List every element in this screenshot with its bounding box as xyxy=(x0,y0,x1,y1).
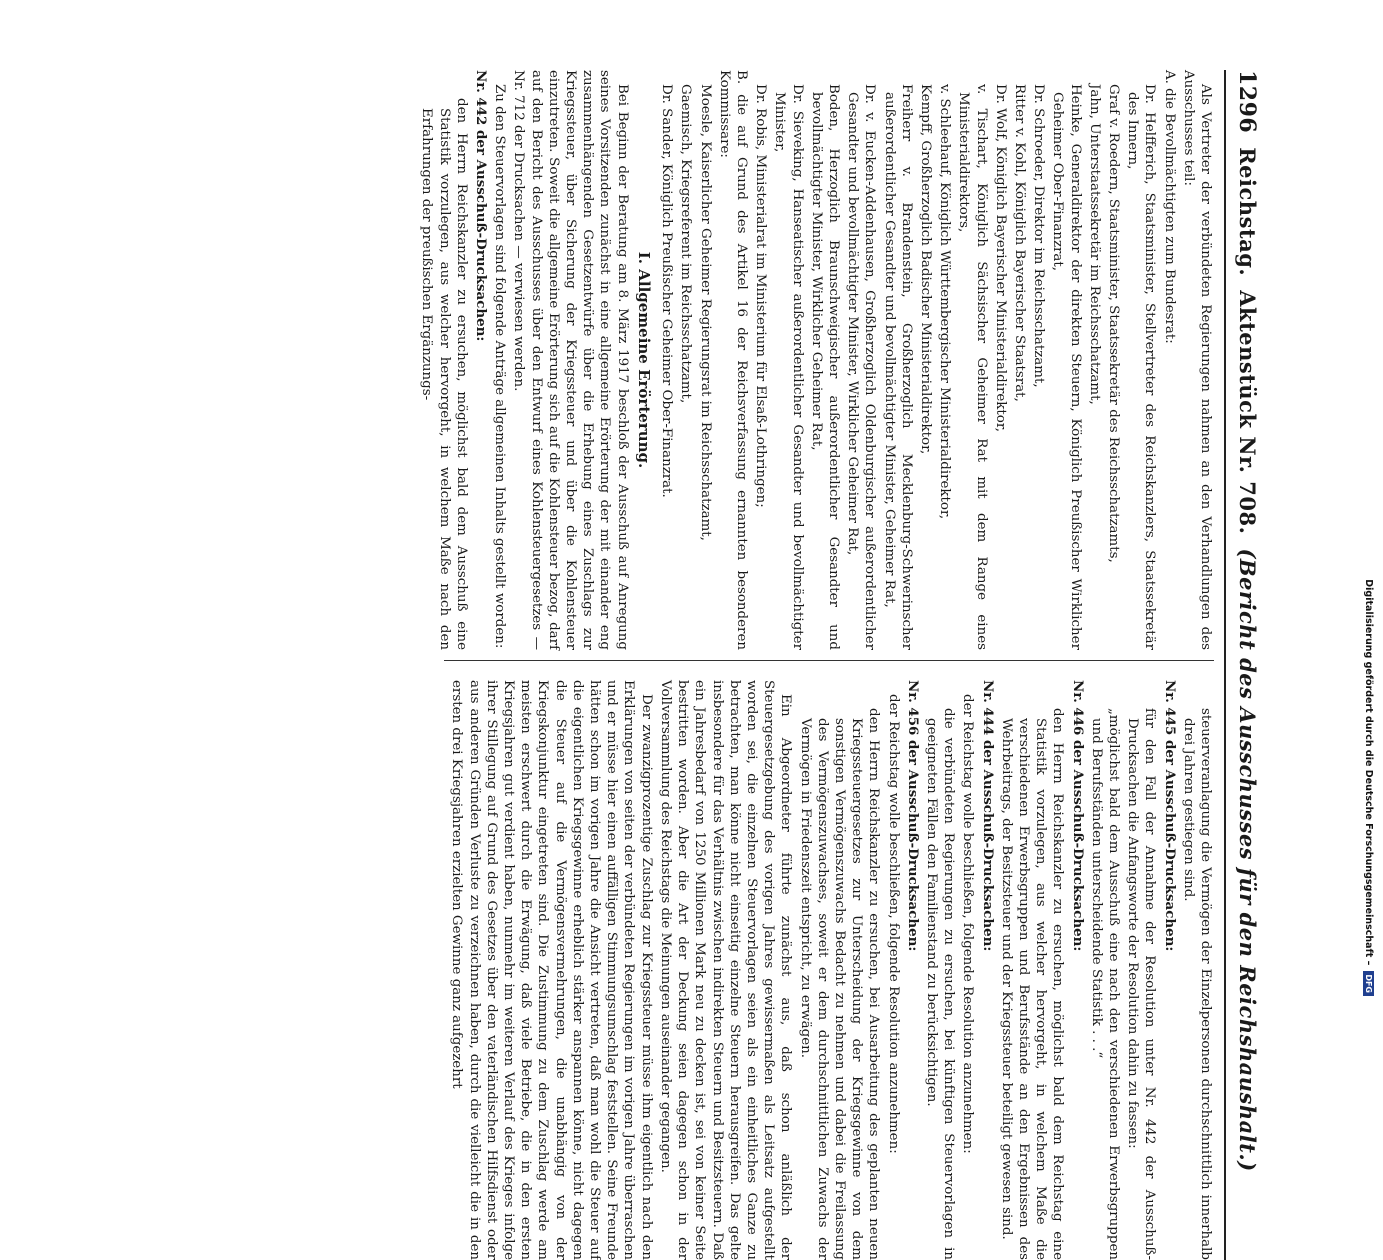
member-item: Dr. Schroeder, Direktor im Reichsschatzamt, xyxy=(1031,84,1047,388)
motion-text: steuerveranlagung die Vermögen der Einzelpersonen durchschnittlich innerhalb drei Jahren gestiegen sind. xyxy=(1180,708,1213,1260)
member-item: Dr. Sander, Königlich Preußischer Geheimer Ober-Finanzrat. xyxy=(659,84,675,498)
member-item: Graf v. Roedern, Staatsminister, Staatssekretär des Reichsschatzamts, xyxy=(1105,84,1121,563)
member-item: Gaemisch, Kriegsreferent im Reichsschatzamt, xyxy=(678,84,694,404)
right-column xyxy=(444,680,1214,1260)
member-item: Moesle, Kaiserlicher Geheimer Regierungsrat im Reichsschatzamt, xyxy=(697,84,713,541)
motion-text: den Herrn Reichskanzler zu ersuchen, möglichst bald dem Ausschuß eine Statistik vorzulegen, aus welcher hervorgeht, in welchem Maße nach den Erfahrungen der preußischen Ergänzungs- xyxy=(419,98,469,650)
motion-label: Nr. 456 der Ausschuß-Drucksachen: xyxy=(904,680,921,952)
digitization-credit xyxy=(1358,6,1380,996)
left-column xyxy=(419,70,1214,650)
member-item: Kempff, Großherzoglich Badischer Ministerialdirektor, xyxy=(917,84,933,455)
members-a-list xyxy=(752,70,1158,650)
section-a-heading: A. die Bevollmächtigten zum Bundesrat: xyxy=(1161,70,1177,344)
members-b-list xyxy=(658,70,714,650)
motion-intro: der Reichstag wolle beschließen, folgende Resolution anzunehmen: xyxy=(885,694,901,1154)
member-item: Ritter v. Kohl, Königlich Bayerischer Staatsrat, xyxy=(1011,84,1027,402)
member-item: Dr. Wolf, Königlich Bayerischer Ministerialdirektor, xyxy=(992,84,1008,433)
member-item: v. Schleehauf, Königlich Württembergischer Ministerialdirektor, xyxy=(937,84,953,520)
body-paragraph: Bei Beginn der Beratung am 8. März 1917 beschloß der Ausschuß auf Anregung seines Vorsitzenden zunächst in eine allgemeine Erörterung der mit einander eng zusammenhängenden Gesetzentwürfe über die Erhebung eines Zuschlags zur Kriegssteuer, über Sicherung der Kriegssteuer und über die Kohlensteuer einzutreten. Soweit die allgemeine Erörterung sich auf die Kohlensteuer bezog, darf auf den Bericht des Ausschusses über den Entwurf eines Kohlensteuergesetzes — Nr. 712 der Drucksachen — verwiesen werden. xyxy=(511,70,630,650)
member-item: Boden, Herzoglich Braunschweigischer außerordentlicher Gesandter und bevollmächtigter Minister, Wirklicher Geheimer Rat, xyxy=(808,84,841,650)
page-number: 1296 xyxy=(1234,70,1260,134)
motion-quote: „möglichst bald dem Ausschuß eine nach den verschiedenen Erwerbsgruppen und Berufsständen unterscheidende Statistik . . .“ xyxy=(1088,708,1121,1260)
intro-paragraph: Als Vertreter der verbündeten Regierungen nahmen an den Verhandlungen des Ausschusses teil: xyxy=(1180,70,1213,650)
member-item: Freiherr v. Brandenstein, Großherzoglich Mecklenburg-Schwerinscher außerordentlicher Gesandter und bevollmächtigter Minister, Geheimer Rat, xyxy=(881,84,914,650)
column-separator xyxy=(444,660,1214,661)
member-item: Jahn, Unterstaatssekretär im Reichsschatzamt, xyxy=(1086,84,1102,405)
motion-label: Nr. 446 der Ausschuß-Drucksachen: xyxy=(1069,680,1086,952)
member-item: Dr. Sieveking, Hanseatischer außerordentlicher Gesandter und bevollmächtigter Minister, xyxy=(772,84,805,650)
motion-text: den Herrn Reichskanzler zu ersuchen, bei Ausarbeitung des geplanten neuen Kriegssteuergesetzes zur Unterscheidung der Kriegsgewinne von dem sonstigen Vermögenszuwachs Bedacht zu nehmen und dabei die Freilassung des Vermögenszuwachses, soweit er dem durchschnittlichen Zuwachs der Vermögen in Friedenszeit entspricht, zu erwägen. xyxy=(797,708,882,1260)
member-item: Dr. v. Eucken-Addenhausen, Großherzoglich Oldenburgischer außerordentlicher Gesandter und bevollmächtigter Minister, Wirklicher Geheimer Rat, xyxy=(845,84,878,650)
credit-text: Digitalisierung gefördert durch die Deutsche Forschungsgemeinschaft – xyxy=(1363,579,1374,966)
motion-label: Nr. 444 der Ausschuß-Drucksachen: xyxy=(979,680,996,952)
member-item: v. Tischart, Königlich Sächsischer Geheimer Rat mit dem Range eines Ministerialdirektors, xyxy=(956,84,989,650)
body-paragraph: Zu den Steuervorlagen sind folgende Anträge allgemeinen Inhalts gestellt worden: xyxy=(492,84,508,649)
section-i-heading: I. Allgemeine Erörterung. xyxy=(634,251,653,469)
dfg-logo: DFG xyxy=(1363,971,1374,996)
member-item: Dr. Robis, Ministerialrat im Ministerium für Elsaß-Lothringen; xyxy=(753,84,769,508)
document-page xyxy=(0,30,1300,1260)
header-left-label: Reichstag. xyxy=(1235,147,1260,277)
motion-label: Nr. 445 der Ausschuß-Drucksachen: xyxy=(1161,680,1178,952)
document-label: Aktenstück Nr. 708. xyxy=(1235,290,1260,535)
body-paragraph: Der zwanzigprozentige Zuschlag zur Kriegssteuer müsse ihm eigentlich nach den Erklärungen von seiten der verbündeten Regierungen im vorigen Jahre überraschen und er müsse hier einen auffälligen Stimmungsumschlag feststellen. Seine Freunde hätten schon im vorigen Jahre die Ansicht vertreten, daß man wohl die Steuer auf die eigentlichen Kriegsgewinne erheblich stärker anspannen könne, nicht dagegen die Steuer auf die Vermögensvermehrungen, die unabhängig von der Kriegskonjunktur eingetreten sind. Die Zustimmung zu dem Zuschlag werde am meisten erschwert durch die Erwägung, daß viele Betriebe, die in den ersten Kriegsjahren gut verdient haben, nunmehr im weiteren Verlauf des Krieges infolge ihrer Stillegung auf Grund des Gesetzes über den vaterländischen Hilfsdienst oder aus anderen Gründen Verluste zu verzeichnen haben, durch die vielleicht die in den ersten drei Kriegsjahren erzielten Gewinne ganz aufgezehrt xyxy=(449,680,654,1260)
motion-label: Nr. 442 der Ausschuß-Drucksachen: xyxy=(473,70,490,342)
header-title: (Bericht des Ausschusses für den Reichshaushalt.) xyxy=(1235,548,1260,1172)
motion-text: die verbündeten Regierungen zu ersuchen, bei künftigen Steuervorlagen in geeigneten Fällen den Familienstand zu berücksichtigen. xyxy=(923,708,957,1260)
header-rule xyxy=(1224,70,1226,1260)
body-paragraph: Ein Abgeordneter führte zunächst aus, daß schon anläßlich der Steuergesetzgebung des vorigen Jahres gewissermaßen als Leitsatz aufgestellt worden sei, die einzelnen Steuervorlagen seien als ein einheitliches Ganze zu betrachten, man könne nicht einseitig einzelne Steuern herausgreifen. Das gelte insbesondere für das Verhältnis zwischen indirekten Steuern und Besitzsteuern. Daß ein Jahresbedarf von 1250 Millionen Mark neu zu decken ist, sei von keiner Seite bestritten worden. Aber die Art der Deckung seien dagegen schon in der Vollversammlung des Reichstags die Meinungen auseinander gegangen. xyxy=(657,680,794,1260)
motion-text: den Herrn Reichskanzler zu ersuchen, möglichst bald dem Reichstag eine Statistik vorzulegen, aus welcher hervorgeht, in welchem Maße die verschiedenen Erwerbsgruppen und Berufsstände an den Ergebnissen des Wehrbeitrags, der Besitzsteuer und der Kriegssteuer beteiligt gewesen sind. xyxy=(998,708,1066,1260)
section-b-heading: B. die auf Grund des Artikel 16 der Reichsverfassung ernannten besonderen Kommissare: xyxy=(716,70,749,650)
member-item: Dr. Helfferich, Staatsminister, Stellvertreter des Reichskanzlers, Staatssekretär des Innern, xyxy=(1125,84,1158,650)
member-item: Heinke, Generaldirektor der direkten Steuern, Königlich Preußischer Wirklicher Geheimer Ober-Finanzrat, xyxy=(1050,84,1083,650)
motion-text: für den Fall der Annahme der Resolution unter Nr. 442 der Ausschuß-Drucksachen die Anfangsworte der Resolution dahin zu fassen: xyxy=(1125,708,1158,1260)
motion-intro: der Reichstag wolle beschließen, folgende Resolution anzunehmen: xyxy=(960,694,976,1154)
page-header xyxy=(1234,70,1260,1260)
